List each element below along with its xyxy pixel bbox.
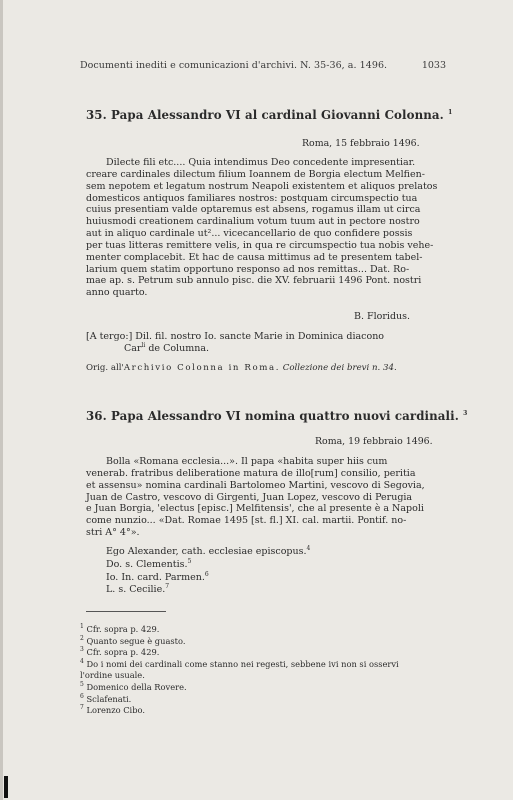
signature-line (86, 546, 310, 559)
running-header (80, 60, 446, 71)
footnote-number: 2 (80, 634, 84, 642)
doc36-line: e Juan Borgia, 'electus [episc.] Melfitensis', che al presente è a Napoli (86, 503, 424, 515)
doc35-date: Roma, 15 febbraio 1496. (302, 138, 420, 149)
signature-text: Do. s. Clementis. (106, 558, 188, 570)
footnote (80, 705, 399, 717)
footnote (80, 624, 399, 636)
page-number: 1033 (421, 60, 446, 71)
footnotes (80, 624, 399, 717)
signature-note: 6 (204, 570, 209, 578)
source-prefix: Orig. all' (86, 363, 124, 373)
footnote (80, 682, 399, 694)
footnote-continuation: l'ordine usuale. (80, 670, 145, 681)
doc36-line: come nunzio... «Dat. Romae 1495 [st. fl.] XI. cal. martii. Pontif. no- (86, 515, 407, 527)
footnote-rule (86, 611, 166, 612)
doc36-line: Juan de Castro, vescovo di Girgenti, Juan Lopez, vescovo di Perugia (86, 491, 413, 503)
doc35-source (86, 363, 397, 373)
tergo-text: Car (124, 343, 142, 354)
scan-edge-mark (4, 776, 8, 798)
footnote-number: 7 (80, 704, 84, 712)
doc36-title (86, 409, 467, 423)
doc36-title-text: 36. Papa Alessandro VI nomina quattro nuovi cardinali. (86, 409, 459, 423)
footnote-text: Cfr. sopra p. 429. (86, 624, 160, 634)
tergo-text: de Columna. (145, 343, 210, 354)
footnote-number: 4 (80, 658, 84, 666)
footnote-text: Domenico della Rovere. (86, 681, 187, 692)
tergo-line: [A tergo:] Dil. fil. nostro Io. sancte Marie in Dominica diacono (86, 331, 385, 342)
signature-line (86, 559, 310, 572)
doc36-line: et assensu» nomina cardinali Bartolomeo Martini, vescovo di Segovia, (86, 479, 425, 491)
doc36-line: Bolla «Romana ecclesia...». Il papa «habita super hiis cum (106, 456, 388, 467)
footnote (80, 659, 399, 671)
footnote (80, 694, 399, 706)
signature-note: 7 (165, 583, 170, 591)
doc35-signer: B. Floridus. (354, 311, 411, 322)
doc36-signatures (86, 546, 310, 597)
doc35-line: Dilecte fili etc.... Quia intendimus Deo concedente impresentiar. (106, 157, 416, 168)
footnote-number: 3 (80, 646, 84, 654)
source-archive: Archivio Colonna in Roma. (123, 363, 281, 373)
doc35-line: anno quarto. (86, 287, 148, 299)
footnote (80, 647, 399, 659)
signature-note: 5 (187, 557, 192, 565)
doc35-line: menter complacebit. Et hac de causa mittimus ad te presentem tabel- (86, 251, 423, 263)
signature-line (86, 584, 310, 597)
running-title: Documenti inediti e comunicazioni d'archivi. N. 35-36, a. 1496. (80, 60, 388, 71)
footnote-number: 1 (80, 623, 84, 631)
signature-text: Ego Alexander, cath. ecclesiae episcopus. (106, 546, 307, 557)
doc35-line: mae ap. s. Petrum sub annulo pisc. die XV. februarii 1496 Pont. nostri (86, 275, 422, 287)
signature-line (86, 572, 310, 585)
doc35-line: per tuas litteras remittere velis, in qua re circumspectio tua nobis vehe- (86, 239, 434, 251)
doc35-line: creare cardinales dilectum filium Ioannem de Borgia electum Melfien- (86, 168, 425, 180)
footnote-number: 6 (80, 692, 84, 700)
signature-text: Io. In. card. Parmen. (106, 571, 205, 583)
footnote-text: Cfr. sopra p. 429. (86, 647, 160, 658)
doc36-title-note: 3 (463, 410, 468, 418)
doc35-title-text: 35. Papa Alessandro VI al cardinal Giovanni Colonna. (86, 108, 444, 122)
doc36-date: Roma, 19 febbraio 1496. (315, 436, 433, 447)
footnote-number: 5 (80, 681, 84, 689)
doc35-line: huiusmodi creationem cardinalium votum tuum aut in pectore nostro (86, 216, 420, 228)
doc35-body (86, 157, 444, 299)
signature-note: 4 (306, 544, 311, 552)
tergo-line (86, 343, 384, 355)
doc35-line: larium quem statim opportuno responso ad nos remittas... Dat. Ro- (86, 263, 410, 275)
footnote-text: Do i nomi dei cardinali come stanno nei regesti, sebbene ivi non si osservi (86, 658, 399, 669)
doc36-line: stri A° 4°». (86, 527, 140, 539)
footnote-text: Sclafenati. (86, 693, 132, 704)
source-collection: Collezione dei brevi n. 34. (280, 363, 397, 373)
doc35-title (86, 108, 452, 122)
doc35-title-note: 1 (448, 109, 453, 117)
footnote-text: Lorenzo Cibo. (86, 705, 145, 716)
doc35-tergo (86, 331, 384, 355)
doc36-line: venerab. fratribus deliberatione matura de illo[rum] consilio, peritia (86, 467, 416, 479)
doc35-line: domesticos antiquos familiares nostros: postquam circumspectio tua (86, 192, 418, 204)
doc35-line: cuius presentiam valde optaremus est absens, rogamus illam ut circa (86, 204, 421, 216)
tergo-sup: li (141, 341, 146, 349)
signature-text: L. s. Cecilie. (106, 584, 166, 596)
footnote-text: Quanto segue è guasto. (86, 635, 186, 646)
page-edge (0, 0, 3, 800)
doc35-line: sem nepotem et legatum nostrum Neapoli existentem et aliquos prelatos (86, 180, 438, 192)
footnote (80, 636, 399, 648)
doc36-body (86, 456, 425, 539)
doc35-line: aut in aliquo cardinale ut²... vicecancellario de quo confidere possis (86, 228, 413, 240)
